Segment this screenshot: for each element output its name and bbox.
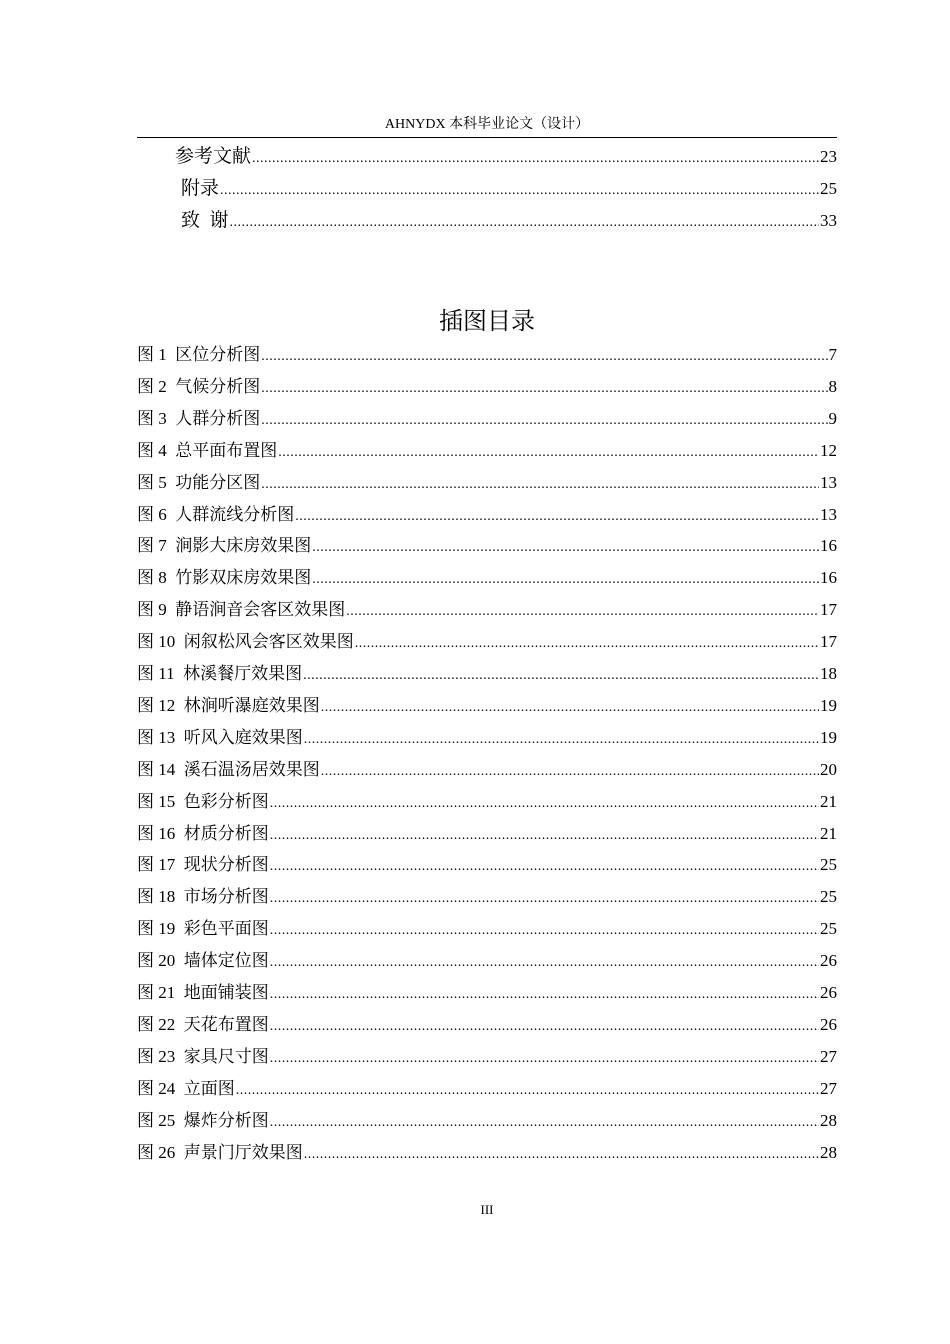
entry-label: 图 11 林溪餐厅效果图 <box>137 664 303 683</box>
entry-page-number: 20 <box>820 759 837 779</box>
dot-leader <box>304 1143 819 1167</box>
figure-entry[interactable] <box>137 598 837 622</box>
toc-entry[interactable] <box>181 177 837 201</box>
entry-label: 图 12 林涧听瀑庭效果图 <box>137 695 320 715</box>
entry-label: 图 8 竹影双床房效果图 <box>137 568 312 588</box>
figure-list-title: 插图目录 <box>439 307 535 335</box>
entry-page-number: 21 <box>820 791 837 811</box>
entry-page-number: 13 <box>820 472 837 492</box>
entry-label: 图 3 人群分析图 <box>137 408 261 428</box>
entry-label: 图 9 静语涧音会客区效果图 <box>137 600 346 620</box>
figure-entry[interactable] <box>137 790 837 814</box>
figure-entry[interactable] <box>137 1013 837 1037</box>
figure-entry[interactable] <box>137 694 837 718</box>
dot-leader <box>312 536 819 560</box>
dot-leader <box>312 568 819 592</box>
entry-page-number: 26 <box>820 983 837 1002</box>
figure-entry[interactable] <box>137 1045 837 1069</box>
entry-page-number: 27 <box>820 1078 837 1098</box>
dot-leader <box>270 1111 819 1135</box>
figure-entry[interactable] <box>137 662 837 686</box>
entry-label: 图 21 地面铺装图 <box>137 983 269 1002</box>
figure-entry[interactable] <box>137 853 837 877</box>
entry-label: 图 6 人群流线分析图 <box>137 504 295 524</box>
dot-leader <box>261 473 819 497</box>
dot-leader <box>270 887 819 911</box>
dot-leader <box>346 600 819 624</box>
dot-leader <box>236 1079 819 1103</box>
entry-label: 图 23 家具尺寸图 <box>137 1046 269 1066</box>
dot-leader <box>295 505 819 529</box>
entry-page-number: 25 <box>820 919 837 939</box>
entry-page-number: 19 <box>820 695 837 715</box>
figure-entry[interactable] <box>137 439 837 463</box>
dot-leader <box>270 824 819 848</box>
entry-page-number: 16 <box>820 568 837 588</box>
entry-page-number: 21 <box>820 823 837 843</box>
entry-label: 图 20 墙体定位图 <box>137 951 269 971</box>
entry-label: 图 15 色彩分析图 <box>137 791 269 811</box>
entry-label: 图 5 功能分区图 <box>137 472 261 492</box>
entry-label: 致 谢 <box>181 210 229 231</box>
dot-leader <box>270 983 819 1007</box>
dot-leader <box>252 147 819 171</box>
dot-leader <box>270 1015 819 1039</box>
entry-page-number: 17 <box>820 632 837 652</box>
entry-page-number: 12 <box>820 440 837 460</box>
entry-label: 图 7 涧影大床房效果图 <box>137 536 312 556</box>
entry-page-number: 13 <box>820 504 837 524</box>
entry-page-number: 17 <box>820 600 837 620</box>
entry-page-number: 7 <box>828 345 837 364</box>
entry-page-number: 18 <box>820 664 837 683</box>
entry-label: 图 16 材质分析图 <box>137 823 269 843</box>
dot-leader <box>321 760 819 784</box>
entry-label: 图 26 声景门厅效果图 <box>137 1142 303 1162</box>
dot-leader <box>355 632 819 656</box>
figure-entry[interactable] <box>137 471 837 495</box>
figure-entry[interactable] <box>137 758 837 782</box>
dot-leader <box>278 441 819 465</box>
dot-leader <box>270 951 819 975</box>
entry-page-number: 9 <box>828 408 837 428</box>
figure-entry[interactable] <box>137 630 837 654</box>
header-rule <box>137 137 837 138</box>
dot-leader <box>270 919 819 943</box>
dot-leader <box>270 792 819 816</box>
entry-page-number: 27 <box>820 1046 837 1066</box>
figure-entry[interactable] <box>137 1109 837 1133</box>
entry-label: 图 24 立面图 <box>137 1078 235 1098</box>
entry-page-number: 8 <box>828 376 837 396</box>
entry-label: 图 10 闲叙松风会客区效果图 <box>137 632 354 652</box>
entry-label: 参考文献 <box>175 146 252 167</box>
entry-label: 图 2 气候分析图 <box>137 376 261 396</box>
entry-label: 图 4 总平面布置图 <box>137 440 278 460</box>
figure-entry[interactable] <box>137 1077 837 1101</box>
figure-entry[interactable] <box>137 822 837 846</box>
toc-entry[interactable] <box>175 145 837 169</box>
dot-leader <box>261 409 827 433</box>
entry-label: 图 22 天花布置图 <box>137 1014 269 1034</box>
dot-leader <box>270 1047 819 1071</box>
page-header: AHNYDX 本科毕业论文（设计） <box>384 117 590 132</box>
dot-leader <box>261 377 827 401</box>
figure-entry[interactable] <box>137 503 837 527</box>
dot-leader <box>303 664 819 688</box>
dot-leader <box>304 728 819 752</box>
entry-label: 图 14 溪石温汤居效果图 <box>137 759 320 779</box>
entry-label: 图 1 区位分析图 <box>137 345 261 364</box>
figure-entry[interactable] <box>137 981 837 1005</box>
figure-entry[interactable] <box>137 343 837 367</box>
figure-entry[interactable] <box>137 885 837 909</box>
toc-entry[interactable] <box>181 209 837 233</box>
dot-leader <box>270 855 819 879</box>
entry-page-number: 19 <box>820 727 837 747</box>
entry-label: 附录 <box>181 178 220 199</box>
entry-page-number: 33 <box>820 211 837 230</box>
entry-page-number: 28 <box>820 1142 837 1162</box>
entry-page-number: 25 <box>820 855 837 875</box>
entry-page-number: 26 <box>820 1014 837 1034</box>
dot-leader <box>220 179 819 203</box>
figure-entry[interactable] <box>137 726 837 750</box>
figure-entry[interactable] <box>137 917 837 941</box>
figure-entry[interactable] <box>137 407 837 431</box>
entry-page-number: 25 <box>820 179 837 198</box>
entry-page-number: 23 <box>820 147 837 166</box>
figure-entry[interactable] <box>137 566 837 590</box>
dot-leader <box>230 211 819 235</box>
entry-label: 图 17 现状分析图 <box>137 855 269 875</box>
entry-page-number: 25 <box>820 887 837 907</box>
entry-page-number: 28 <box>820 1110 837 1130</box>
figure-entry[interactable] <box>137 949 837 973</box>
figure-entry[interactable] <box>137 1141 837 1165</box>
figure-entry[interactable] <box>137 375 837 399</box>
page-number: III <box>480 1202 494 1217</box>
entry-page-number: 26 <box>820 951 837 971</box>
dot-leader <box>321 696 819 720</box>
entry-label: 图 13 听风入庭效果图 <box>137 727 303 747</box>
entry-label: 图 25 爆炸分析图 <box>137 1110 269 1130</box>
entry-label: 图 18 市场分析图 <box>137 887 269 907</box>
entry-label: 图 19 彩色平面图 <box>137 919 269 939</box>
figure-entry[interactable] <box>137 534 837 558</box>
dot-leader <box>261 345 827 369</box>
entry-page-number: 16 <box>820 536 837 556</box>
